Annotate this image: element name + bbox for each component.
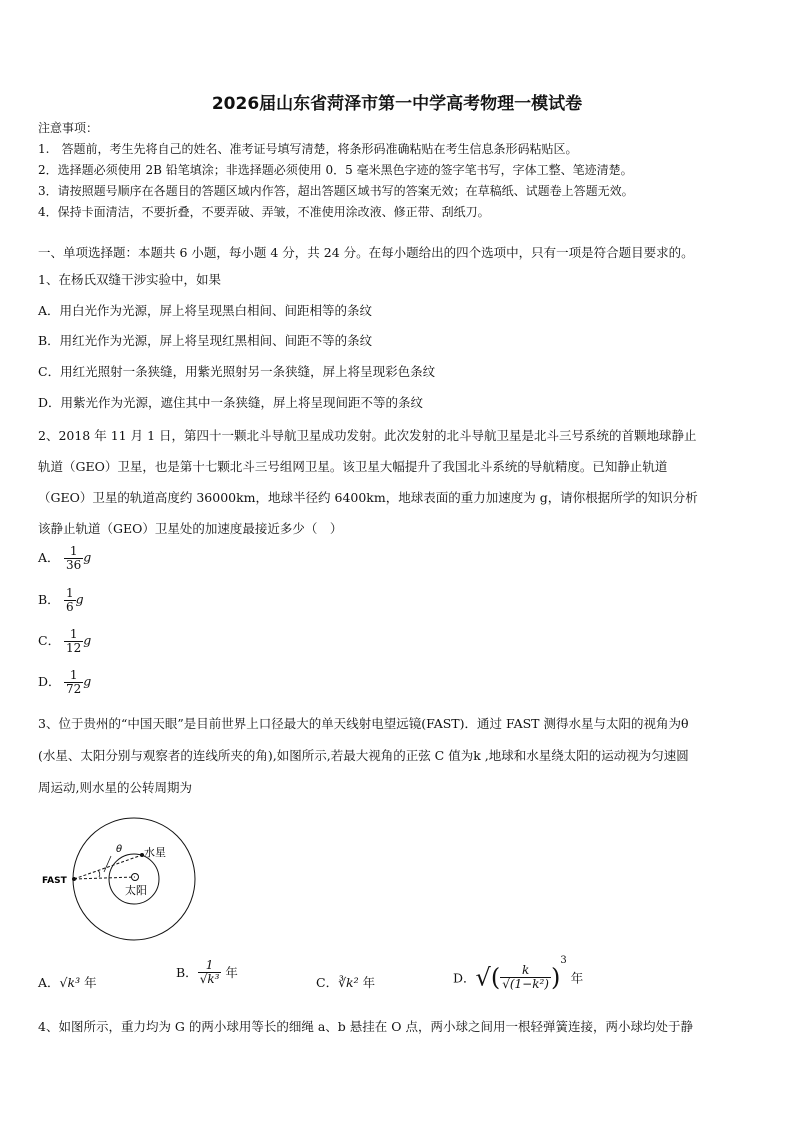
sun-label: 太阳 xyxy=(125,884,147,897)
q3-stem-line-2: (水星、太阳分别与观察者的连线所夹的角),如图所示,若最大视角的正弦 C 值为k ,地球和水星绕太阳的运动视为匀速圆 xyxy=(38,748,689,763)
close-paren: ) xyxy=(550,963,561,992)
q3-stem-line-1: 3、位于贵州的“中国天眼”是目前世界上口径最大的单天线射电望远镜(FAST)．通过 FAST 测得水星与太阳的视角为θ xyxy=(38,716,689,731)
notice-item-2: 2．选择题必须使用 2B 铅笔填涂；非选择题必须使用 0．5 毫米黑色字迹的签字笔书写，字体工整、笔迹清楚。 xyxy=(38,163,633,177)
q1-option-b: B．用红光作为光源，屏上将呈现红黑相间、间距不等的条纹 xyxy=(38,333,373,348)
fraction: $\frac{1}{72}$ xyxy=(66,668,82,696)
theta-label: θ xyxy=(116,844,123,855)
q3-option-b: B． $\frac{1}{\text{√k³}}$ 年 xyxy=(176,958,238,986)
fraction: $\frac{1}{6}$ xyxy=(66,586,74,614)
fraction: $\frac{1}{12}$ xyxy=(66,627,82,655)
q3-orbit-figure xyxy=(38,810,218,950)
q2-option-c: C． $\frac{1}{12}$ g xyxy=(38,627,92,655)
q2-option-b: B． $\frac{1}{6}$ g xyxy=(38,586,84,614)
page-title: 2026届山东省菏泽市第一中学高考物理一模试卷 xyxy=(211,94,583,114)
fraction: $\frac{1}{36}$ xyxy=(66,544,82,572)
q3-option-c: C．∛k² 年 xyxy=(316,975,376,990)
theta-arc xyxy=(98,870,100,877)
sightline-sun xyxy=(74,877,135,879)
section-heading: 一、单项选择题：本题共 6 小题，每小题 4 分，共 24 分。在每小题给出的四个选项中，只有一项是符合题目要求的。 xyxy=(38,245,694,260)
q4-stem: 4、如图所示，重力均为 G 的两小球用等长的细绳 a、b 悬挂在 O 点，两小球之间用一根轻弹簧连接，两小球均处于静 xyxy=(38,1019,693,1034)
q1-option-c: C．用红光照射一条狭缝，用紫光照射另一条狭缝，屏上将呈现彩色条纹 xyxy=(38,364,436,379)
q1-stem: 1、在杨氏双缝干涉实验中，如果 xyxy=(38,272,221,287)
fraction: $\frac{k}{\text{√(1−k²)}}$ xyxy=(502,963,549,991)
q2-stem-line-3: （GEO）卫星的轨道高度约 36000km，地球半径约 6400km，地球表面的重力加速度为 g，请你根据所学的知识分析 xyxy=(38,490,698,505)
fast-label: FAST xyxy=(42,876,67,886)
q2-stem-line-2: 轨道（GEO）卫星，也是第十七颗北斗三号组网卫星。该卫星大幅提升了我国北斗系统的导航精度。已知静止轨道 xyxy=(38,459,668,474)
mercury-label: 水星 xyxy=(144,846,166,859)
q1-option-a: A．用白光作为光源，屏上将呈现黑白相间、间距相等的条纹 xyxy=(38,303,373,318)
sqrt-sign: √( xyxy=(475,963,501,992)
q2-option-d: D． $\frac{1}{72}$ g xyxy=(38,668,92,696)
notice-item-4: 4．保持卡面清洁，不要折叠，不要弄破、弄皱，不准使用涂改液、修正带、刮纸刀。 xyxy=(38,205,490,219)
notice-item-1: 1. 答题前，考生先将自己的姓名、准考证号填写清楚，将条形码准确粘贴在考生信息条形码粘贴区。 xyxy=(38,142,578,156)
q2-option-a: A． $\frac{1}{36}$ g xyxy=(38,544,92,572)
theta-leader xyxy=(104,856,111,872)
q3-option-a: A．√k³ 年 xyxy=(38,975,97,990)
earth-orbit xyxy=(73,818,195,940)
q1-option-d: D．用紫光作为光源，遮住其中一条狭缝，屏上将呈现间距不等的条纹 xyxy=(38,395,424,410)
q3-options xyxy=(38,955,758,1011)
notice-heading: 注意事项： xyxy=(38,121,99,135)
q3-option-d: D．√( $\frac{k}{\text{√(1−k²)}}$ )$^3$ 年 xyxy=(453,955,584,992)
q2-stem-line-1: 2、2018 年 11 月 1 日，第四十一颗北斗导航卫星成功发射。此次发射的北斗导航卫星是北斗三号系统的首颗地球静止 xyxy=(38,428,697,443)
fraction: $\frac{1}{\text{√k³}}$ xyxy=(199,958,220,986)
notice-item-3: 3．请按照题号顺序在各题目的答题区域内作答，超出答题区域书写的答案无效；在草稿纸、试题卷上答题无效。 xyxy=(38,184,634,198)
q2-stem-line-4: 该静止轨道（GEO）卫星处的加速度最接近多少（ ） xyxy=(38,521,343,536)
q3-stem-line-3: 周运动,则水星的公转周期为 xyxy=(38,780,192,795)
